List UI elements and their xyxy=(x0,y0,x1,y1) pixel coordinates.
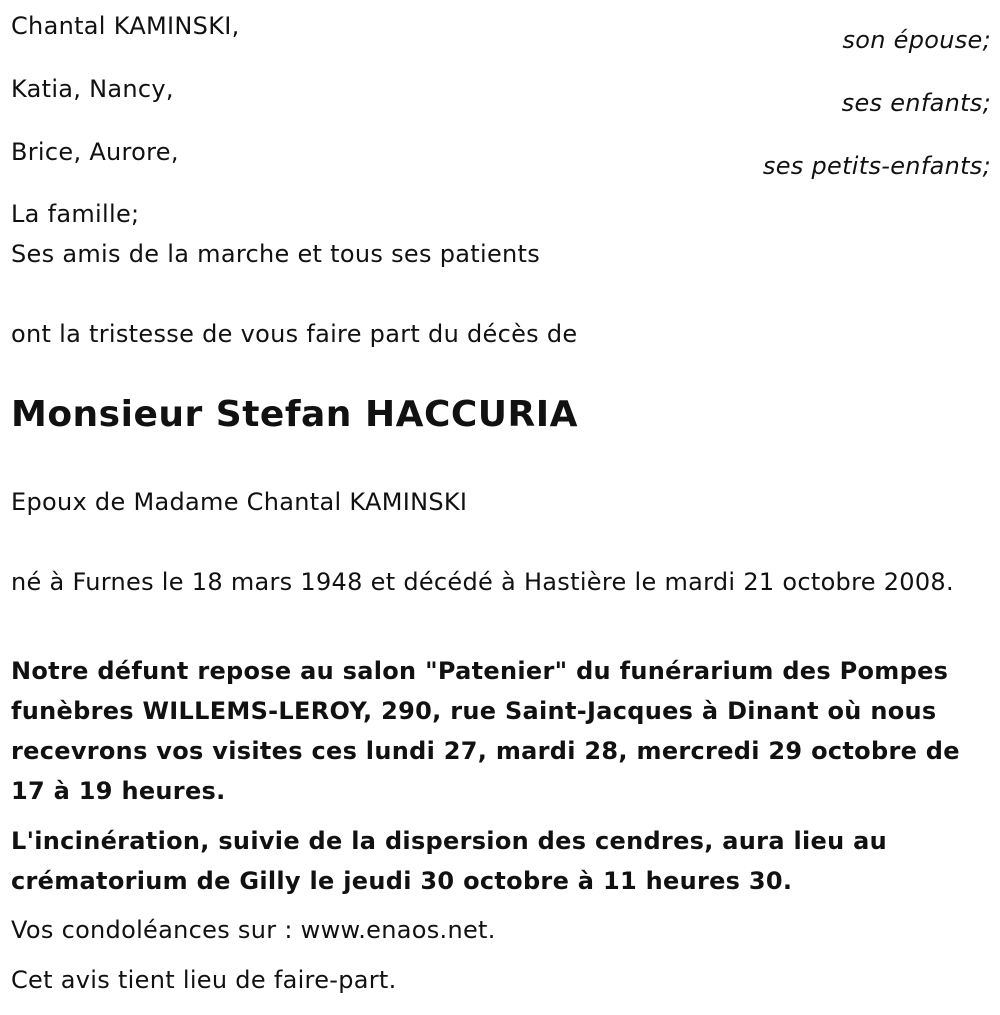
family-entry xyxy=(11,69,991,115)
family-relation: ses enfants; xyxy=(841,89,991,117)
other-mourners xyxy=(11,194,991,274)
cremation-block xyxy=(11,821,986,901)
closing-block xyxy=(11,960,991,1000)
condolences-block xyxy=(11,910,991,950)
family-line: La famille; xyxy=(11,200,140,228)
family-names: Katia, Nancy, xyxy=(11,75,174,103)
family-names: Brice, Aurore, xyxy=(11,138,179,166)
family-relation: son épouse; xyxy=(842,26,991,54)
family-entry xyxy=(11,6,991,52)
birth-death-text: né à Furnes le 18 mars 1948 et décédé à Hastière le mardi 21 octobre 2008. xyxy=(11,568,954,596)
birth-death-block xyxy=(11,562,971,602)
family-relation: ses petits-enfants; xyxy=(762,152,991,180)
friends-line: Ses amis de la marche et tous ses patients xyxy=(11,240,541,268)
deceased-name: Monsieur Stefan HACCURIA xyxy=(11,394,578,435)
spouse-block xyxy=(11,482,991,522)
cremation-text: L'incinération, suivie de la dispersion des cendres, aura lieu au crématorium de Gilly le jeudi 30 octobre à 11 heures 30. xyxy=(11,827,888,895)
closing-text: Cet avis tient lieu de faire-part. xyxy=(11,966,397,994)
announcement-text: ont la tristesse de vous faire part du décès de xyxy=(11,320,578,348)
family-names: Chantal KAMINSKI, xyxy=(11,12,240,40)
visitation-block xyxy=(11,651,986,811)
announcement xyxy=(11,314,991,354)
family-entry xyxy=(11,132,991,178)
deceased-block xyxy=(11,393,991,437)
condolences-text: Vos condoléances sur : www.enaos.net. xyxy=(11,916,496,944)
visitation-text: Notre défunt repose au salon "Patenier" du funérarium des Pompes funèbres WILLEMS-LEROY, 290, rue Saint-Jacques à Dinant où nous recevrons vos visites ces lundi 27, mardi 28, mercredi 29 octobre de 17 à 19 heures. xyxy=(11,657,960,805)
spouse-line: Epoux de Madame Chantal KAMINSKI xyxy=(11,488,468,516)
